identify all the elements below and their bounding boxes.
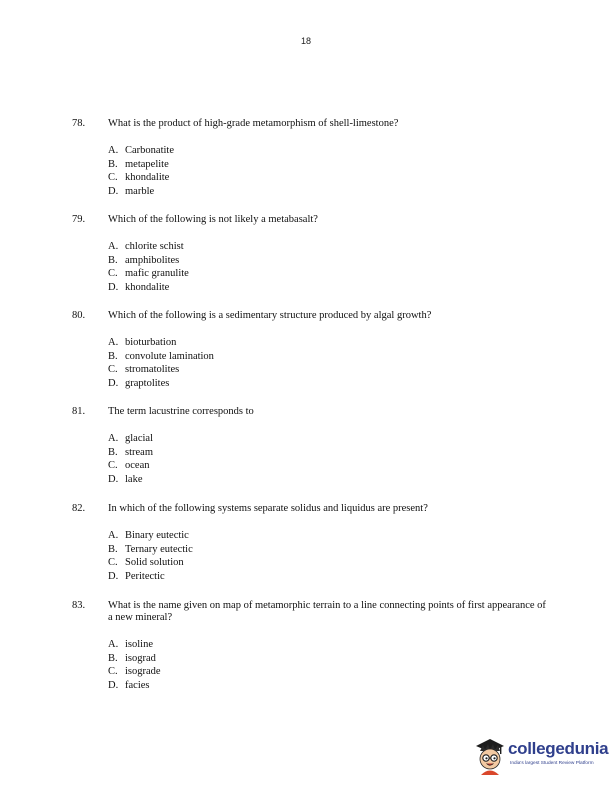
options-list bbox=[108, 336, 552, 390]
question-81 bbox=[72, 406, 552, 497]
collegedunia-logo bbox=[472, 737, 609, 777]
question-text: The term lacustrine corresponds to bbox=[108, 406, 254, 417]
question-text: What is the product of high-grade metamorphism of shell-limestone? bbox=[108, 118, 399, 129]
option-b: B. Ternary eutectic bbox=[108, 543, 193, 555]
options-list bbox=[108, 432, 552, 486]
question-80 bbox=[72, 310, 552, 401]
options-list bbox=[108, 529, 552, 583]
option-d: D. khondalite bbox=[108, 281, 170, 293]
question-text: In which of the following systems separate solidus and liquidus are present? bbox=[108, 503, 428, 514]
option-b: B. metapelite bbox=[108, 158, 169, 170]
options-list bbox=[108, 240, 552, 294]
option-b: B. isograd bbox=[108, 652, 156, 664]
option-c: C. stromatolites bbox=[108, 364, 180, 375]
option-c: C. Solid solution bbox=[108, 557, 184, 568]
question-number: 80. bbox=[72, 310, 86, 321]
option-d: D. graptolites bbox=[108, 377, 170, 389]
option-d: D. facies bbox=[108, 679, 150, 691]
question-number: 79. bbox=[72, 214, 86, 225]
question-83 bbox=[72, 600, 552, 703]
question-78 bbox=[72, 118, 552, 209]
option-d: D. Peritectic bbox=[108, 570, 165, 582]
option-a: A. isoline bbox=[108, 639, 153, 650]
question-text: What is the name given on map of metamorphic terrain to a line connecting points of first appearance of a new mineral? bbox=[108, 600, 546, 623]
question-number: 83. bbox=[72, 600, 86, 611]
option-c: C. khondalite bbox=[108, 172, 170, 183]
option-d: D. lake bbox=[108, 473, 143, 485]
option-a: A. bioturbation bbox=[108, 337, 177, 348]
question-79 bbox=[72, 214, 552, 305]
option-c: C. ocean bbox=[108, 460, 150, 471]
question-number: 78. bbox=[72, 118, 86, 129]
options-list bbox=[108, 144, 552, 198]
mascot-icon bbox=[472, 737, 508, 775]
option-a: A. Binary eutectic bbox=[108, 530, 189, 541]
option-b: B. convolute lamination bbox=[108, 350, 214, 362]
question-text: Which of the following is a sedimentary structure produced by algal growth? bbox=[108, 310, 432, 321]
option-a: A. chlorite schist bbox=[108, 241, 184, 252]
brand-tagline: India's largest Student Review Platform bbox=[510, 761, 594, 766]
option-d: D. marble bbox=[108, 185, 155, 197]
question-number: 81. bbox=[72, 406, 86, 417]
brand-name: collegedunia bbox=[508, 739, 609, 758]
option-b: B. stream bbox=[108, 446, 153, 458]
option-c: C. isograde bbox=[108, 666, 161, 677]
option-c: C. mafic granulite bbox=[108, 268, 189, 279]
page-number: 18 bbox=[300, 36, 311, 46]
option-a: A. Carbonatite bbox=[108, 145, 174, 156]
question-number: 82. bbox=[72, 503, 86, 514]
option-a: A. glacial bbox=[108, 433, 153, 444]
option-b: B. amphibolites bbox=[108, 254, 180, 266]
question-text: Which of the following is not likely a metabasalt? bbox=[108, 214, 318, 225]
question-82 bbox=[72, 503, 552, 594]
options-list bbox=[108, 638, 552, 692]
